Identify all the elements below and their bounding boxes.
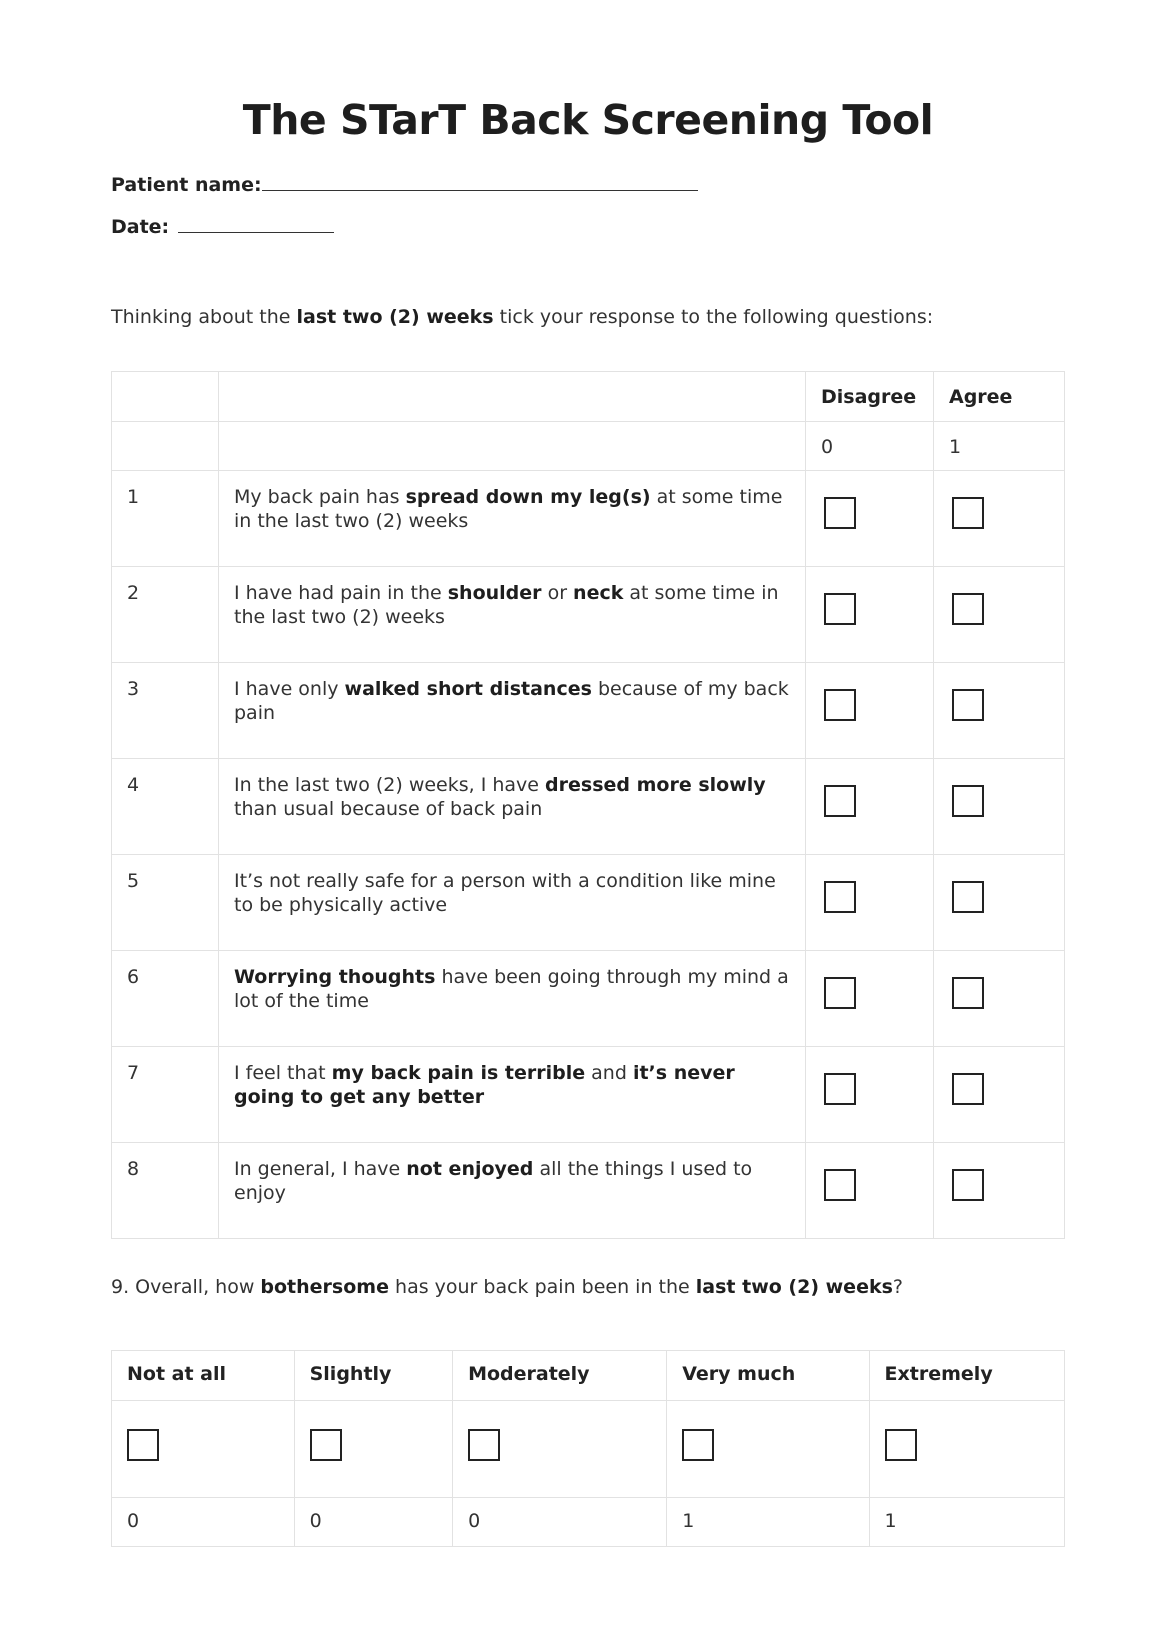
disagree-checkbox[interactable] bbox=[824, 977, 856, 1009]
question-number: 2 bbox=[112, 567, 219, 663]
question-text bbox=[219, 567, 806, 663]
question-row bbox=[112, 1047, 1065, 1143]
scale-option-checkbox[interactable] bbox=[468, 1429, 500, 1461]
number-header bbox=[112, 372, 219, 422]
text-segment: My back pain has bbox=[234, 486, 406, 508]
disagree-cell bbox=[806, 951, 934, 1047]
question-number: 5 bbox=[112, 855, 219, 951]
patient-name-field[interactable] bbox=[111, 172, 698, 196]
question-row bbox=[112, 759, 1065, 855]
empty-cell bbox=[112, 422, 219, 471]
date-field[interactable] bbox=[111, 214, 334, 238]
agree-checkbox[interactable] bbox=[952, 1169, 984, 1201]
question-header bbox=[219, 372, 806, 422]
disagree-checkbox[interactable] bbox=[824, 785, 856, 817]
scale-checkbox-cell bbox=[667, 1401, 869, 1498]
disagree-checkbox[interactable] bbox=[824, 1073, 856, 1105]
date-line[interactable] bbox=[178, 214, 334, 233]
question-row bbox=[112, 663, 1065, 759]
text-segment: I feel that bbox=[234, 1062, 332, 1084]
scale-option-score: 0 bbox=[112, 1498, 295, 1547]
question-text bbox=[219, 759, 806, 855]
disagree-cell bbox=[806, 471, 934, 567]
disagree-checkbox[interactable] bbox=[824, 881, 856, 913]
scale-option-label: Slightly bbox=[294, 1351, 452, 1401]
question-9-text bbox=[111, 1276, 903, 1298]
scale-option-label: Moderately bbox=[453, 1351, 667, 1401]
questions-table bbox=[111, 371, 1065, 1239]
bold-text: dressed more slowly bbox=[545, 774, 766, 796]
question-number: 4 bbox=[112, 759, 219, 855]
scale-checkbox-cell bbox=[869, 1401, 1064, 1498]
agree-cell bbox=[934, 567, 1065, 663]
text-segment: I have only bbox=[234, 678, 345, 700]
agree-cell bbox=[934, 1143, 1065, 1239]
disagree-cell bbox=[806, 759, 934, 855]
question-row bbox=[112, 855, 1065, 951]
text-segment: at some time in the last two (2) weeks bbox=[234, 486, 783, 532]
text-segment: because of my back pain bbox=[234, 678, 789, 724]
question-text bbox=[219, 663, 806, 759]
question-number: 6 bbox=[112, 951, 219, 1047]
bothersome-scale-table bbox=[111, 1350, 1065, 1547]
agree-checkbox[interactable] bbox=[952, 689, 984, 721]
question-number: 1 bbox=[112, 471, 219, 567]
disagree-cell bbox=[806, 855, 934, 951]
question-text bbox=[219, 1047, 806, 1143]
scale-option-score: 0 bbox=[453, 1498, 667, 1547]
disagree-score: 0 bbox=[806, 422, 934, 471]
scale-checkbox-cell bbox=[112, 1401, 295, 1498]
scale-option-checkbox[interactable] bbox=[127, 1429, 159, 1461]
scale-option-checkbox[interactable] bbox=[885, 1429, 917, 1461]
bold-text: spread down my leg(s) bbox=[405, 486, 651, 508]
agree-cell bbox=[934, 663, 1065, 759]
empty-cell bbox=[219, 422, 806, 471]
text-segment: Thinking about the bbox=[111, 306, 297, 328]
text-segment: has your back pain been in the bbox=[388, 1276, 696, 1298]
agree-cell bbox=[934, 471, 1065, 567]
bold-text: last two (2) weeks bbox=[695, 1276, 893, 1298]
question-row bbox=[112, 1143, 1065, 1239]
bold-text: Worrying thoughts bbox=[234, 966, 436, 988]
question-text bbox=[219, 1143, 806, 1239]
scale-score-row bbox=[112, 1498, 1065, 1547]
scale-option-score: 0 bbox=[294, 1498, 452, 1547]
question-row bbox=[112, 567, 1065, 663]
text-segment: or bbox=[541, 582, 574, 604]
agree-checkbox[interactable] bbox=[952, 593, 984, 625]
scale-checkbox-row bbox=[112, 1401, 1065, 1498]
text-segment: all the things I used to enjoy bbox=[234, 1158, 753, 1204]
question-number: 7 bbox=[112, 1047, 219, 1143]
agree-checkbox[interactable] bbox=[952, 977, 984, 1009]
text-segment: tick your response to the following questions: bbox=[493, 306, 934, 328]
disagree-cell bbox=[806, 1143, 934, 1239]
text-segment: than usual because of back pain bbox=[234, 798, 543, 820]
agree-checkbox[interactable] bbox=[952, 785, 984, 817]
score-row bbox=[112, 422, 1065, 471]
agree-cell bbox=[934, 855, 1065, 951]
text-segment: In the last two (2) weeks, I have bbox=[234, 774, 546, 796]
disagree-header: Disagree bbox=[806, 372, 934, 422]
bold-text: shoulder bbox=[447, 582, 542, 604]
bold-text: walked short distances bbox=[344, 678, 592, 700]
disagree-cell bbox=[806, 1047, 934, 1143]
text-segment: have been going through my mind a lot of the time bbox=[234, 966, 789, 1012]
text-segment: In general, I have bbox=[234, 1158, 407, 1180]
text-segment: It’s not really safe for a person with a condition like mine to be physically active bbox=[234, 870, 776, 916]
bold-text: last two (2) weeks bbox=[296, 306, 494, 328]
agree-cell bbox=[934, 1047, 1065, 1143]
text-segment: 9. Overall, how bbox=[111, 1276, 261, 1298]
scale-option-checkbox[interactable] bbox=[310, 1429, 342, 1461]
scale-option-label: Extremely bbox=[869, 1351, 1064, 1401]
text-segment: at some time in the last two (2) weeks bbox=[234, 582, 779, 628]
text-segment: and bbox=[585, 1062, 633, 1084]
agree-checkbox[interactable] bbox=[952, 497, 984, 529]
text-segment: I have had pain in the bbox=[234, 582, 448, 604]
text-segment: ? bbox=[892, 1276, 903, 1298]
question-row bbox=[112, 471, 1065, 567]
agree-score: 1 bbox=[934, 422, 1065, 471]
page-title: The STarT Back Screening Tool bbox=[242, 96, 934, 144]
agree-header: Agree bbox=[934, 372, 1065, 422]
patient-name-label: Patient name: bbox=[111, 174, 262, 196]
instruction-text bbox=[111, 306, 933, 328]
disagree-checkbox[interactable] bbox=[824, 1169, 856, 1201]
agree-cell bbox=[934, 951, 1065, 1047]
scale-header-row bbox=[112, 1351, 1065, 1401]
scale-option-score: 1 bbox=[667, 1498, 869, 1547]
bold-text: it’s never going to get any better bbox=[234, 1062, 735, 1108]
bold-text: neck bbox=[573, 582, 624, 604]
scale-option-label: Very much bbox=[667, 1351, 869, 1401]
scale-checkbox-cell bbox=[453, 1401, 667, 1498]
disagree-checkbox[interactable] bbox=[824, 689, 856, 721]
agree-checkbox[interactable] bbox=[952, 1073, 984, 1105]
scale-checkbox-cell bbox=[294, 1401, 452, 1498]
bold-text: bothersome bbox=[260, 1276, 389, 1298]
agree-cell bbox=[934, 759, 1065, 855]
disagree-cell bbox=[806, 567, 934, 663]
question-number: 8 bbox=[112, 1143, 219, 1239]
disagree-checkbox[interactable] bbox=[824, 497, 856, 529]
scale-option-score: 1 bbox=[869, 1498, 1064, 1547]
bold-text: not enjoyed bbox=[406, 1158, 534, 1180]
question-row bbox=[112, 951, 1065, 1047]
question-text bbox=[219, 471, 806, 567]
scale-option-checkbox[interactable] bbox=[682, 1429, 714, 1461]
agree-checkbox[interactable] bbox=[952, 881, 984, 913]
date-label: Date: bbox=[111, 216, 170, 238]
question-text bbox=[219, 855, 806, 951]
question-text bbox=[219, 951, 806, 1047]
disagree-checkbox[interactable] bbox=[824, 593, 856, 625]
scale-option-label: Not at all bbox=[112, 1351, 295, 1401]
disagree-cell bbox=[806, 663, 934, 759]
table-header-row bbox=[112, 372, 1065, 422]
patient-name-line[interactable] bbox=[262, 172, 698, 191]
bold-text: my back pain is terrible bbox=[331, 1062, 586, 1084]
question-number: 3 bbox=[112, 663, 219, 759]
